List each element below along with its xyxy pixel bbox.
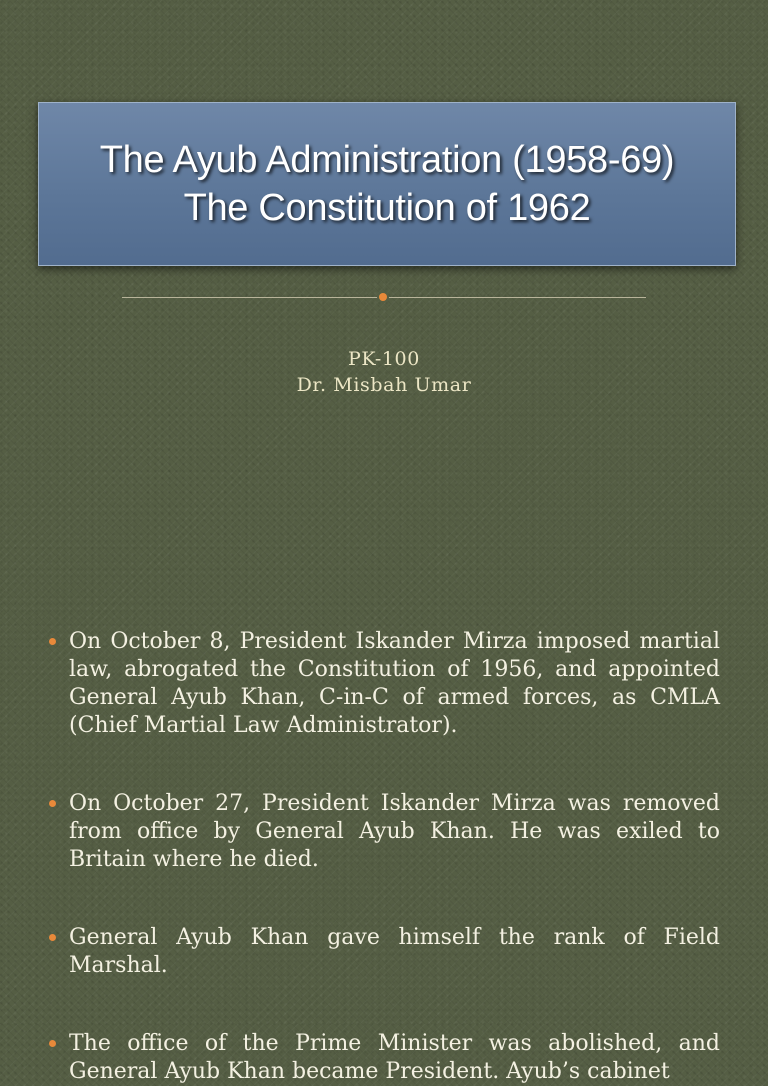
divider-accent-dot — [379, 293, 387, 301]
title-box — [38, 102, 736, 266]
bullet-dot-icon — [49, 638, 56, 645]
bullet-dot-icon — [49, 1040, 56, 1047]
bullet-item — [69, 1030, 720, 1086]
bullet-text: The office of the Prime Minister was abolished, and General Ayub Khan became President. Ayub’s cabinet — [69, 1031, 720, 1084]
course-code: PK-100 — [348, 348, 420, 370]
slide-subtitle — [0, 346, 768, 398]
bullet-list — [0, 628, 768, 1086]
bullet-item — [69, 790, 720, 874]
bullet-text: General Ayub Khan gave himself the rank of Field Marshal. — [69, 925, 720, 978]
bullet-text: On October 27, President Iskander Mirza was removed from office by General Ayub Khan. He was exiled to Britain where he died. — [69, 791, 720, 872]
bullet-item — [69, 924, 720, 980]
slide-title-line-2: The Constitution of 1962 — [183, 187, 591, 229]
author-name: Dr. Misbah Umar — [296, 374, 472, 396]
bullet-dot-icon — [49, 800, 56, 807]
bullet-item — [69, 628, 720, 740]
slide-title-line-1: The Ayub Administration (1958-69) — [99, 139, 675, 181]
bullet-text: On October 8, President Iskander Mirza imposed martial law, abrogated the Constitution of 1956, and appointed General Ayub Khan, C-in-C of armed forces, as CMLA (Chief Martial Law Administrator). — [69, 629, 720, 738]
bullet-dot-icon — [49, 934, 56, 941]
